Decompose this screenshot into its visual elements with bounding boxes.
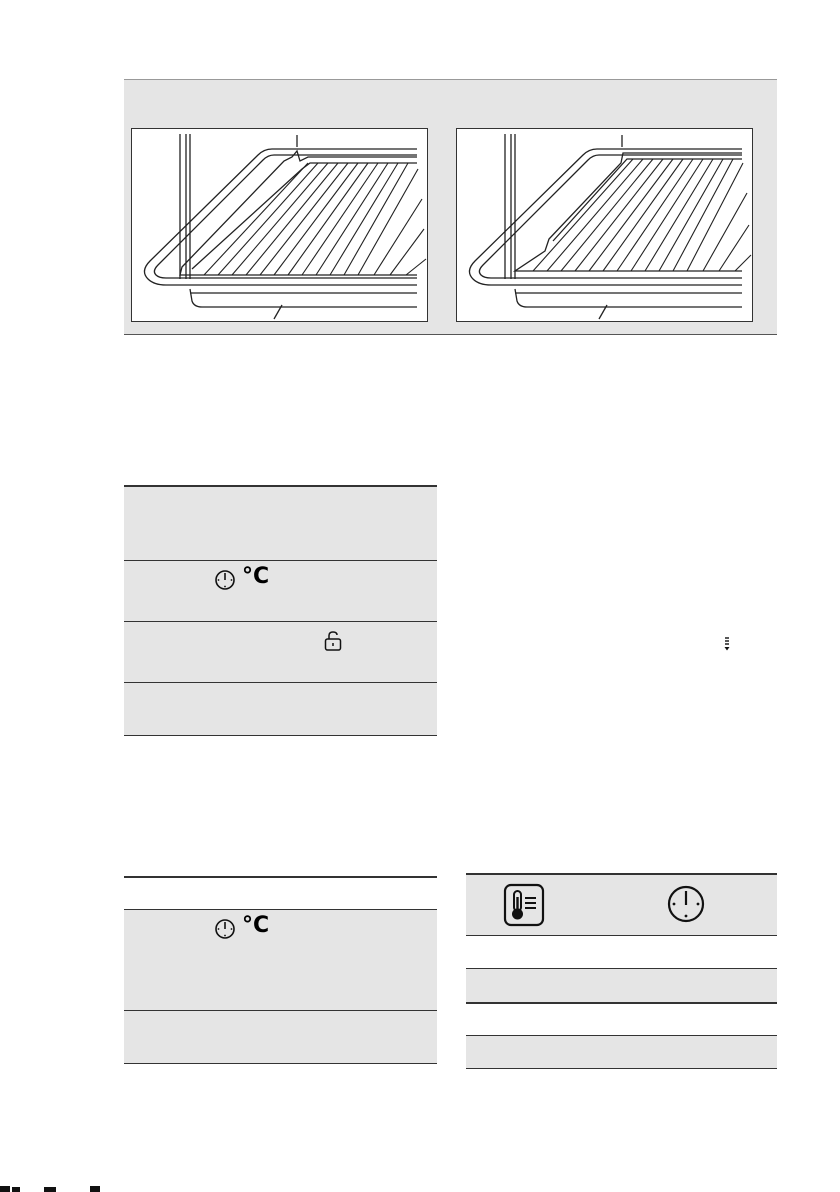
table-row	[124, 485, 437, 561]
clock-icon	[666, 884, 706, 924]
settings-table-1	[124, 485, 437, 736]
tray-illustration-right	[456, 128, 753, 322]
page-footer-fragment	[0, 1184, 120, 1192]
table-row	[466, 1004, 777, 1036]
table-row	[466, 969, 777, 1004]
scroll-down-icon	[722, 636, 732, 652]
icon-table	[466, 873, 777, 1069]
table-row	[124, 683, 437, 736]
table-row	[124, 561, 437, 622]
tray-illustration-left	[131, 128, 428, 322]
table-row	[466, 936, 777, 969]
table-header-row	[466, 873, 777, 936]
food-sensor-thermometer-icon	[503, 883, 545, 927]
table-row	[466, 1036, 777, 1069]
table-row	[124, 1011, 437, 1064]
unlock-icon	[323, 630, 343, 652]
settings-table-2	[124, 876, 437, 1064]
celsius-icon: °C	[242, 564, 270, 589]
table-header-row	[124, 876, 437, 910]
table-row	[124, 622, 437, 683]
celsius-icon: °C	[242, 913, 270, 938]
clock-icon	[214, 918, 236, 940]
table-row	[124, 910, 437, 1011]
clock-icon	[214, 569, 236, 591]
illustration-panel	[124, 79, 777, 335]
